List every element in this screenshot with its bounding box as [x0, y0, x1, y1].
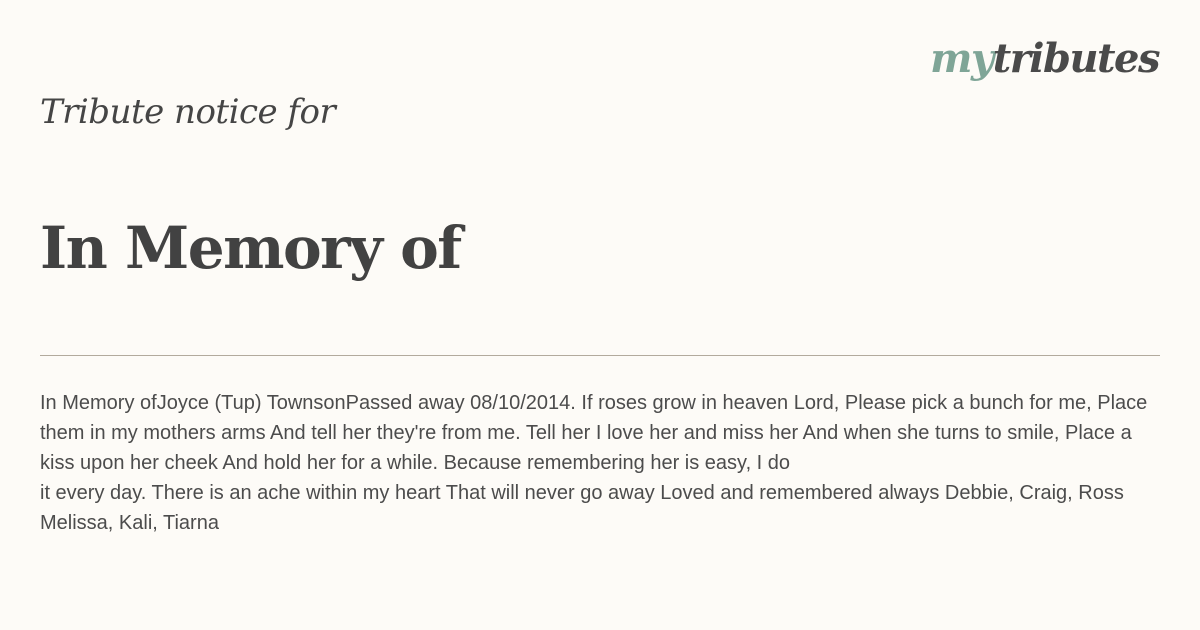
divider — [40, 355, 1160, 356]
tribute-message: In Memory ofJoyce (Tup) TownsonPassed away 08/10/2014. If roses grow in heaven Lord, Please pick a bunch for me, Place them in my mothers arms And tell her they're from me. Tell her I love her and miss her And when she turns to smile, Place a kiss upon her cheek And hold her for a while. Because remembering her is easy, I do it every day. There is an ache within my heart That will never go away Loved and remembered always Debbie, Craig, Ross Melissa, Kali, Tiarna — [40, 392, 1148, 534]
tribute-notice-label: Tribute notice for — [40, 92, 336, 132]
page-title: In Memory of — [40, 214, 461, 282]
mytributes-logo[interactable] — [930, 34, 1159, 84]
logo-tributes-text: tributes — [992, 35, 1159, 82]
logo-my-text: my — [930, 35, 993, 82]
